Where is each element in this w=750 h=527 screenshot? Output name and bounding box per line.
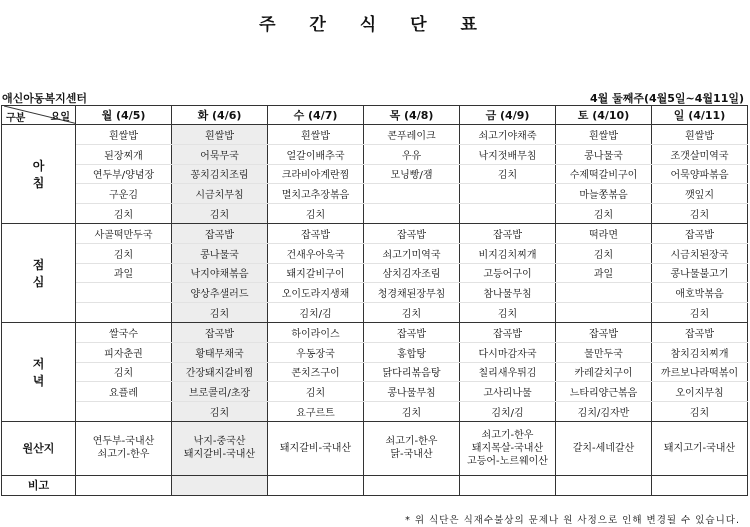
menu-item: 김치: [364, 402, 460, 422]
bigo-cell: [172, 475, 268, 495]
menu-item: 참나물무침: [460, 283, 556, 303]
menu-item: 하이라이스: [268, 322, 364, 342]
footnote: * 위 식단은 식재수불상의 문제나 원 사정으로 인해 변경될 수 있습니다.: [405, 515, 740, 526]
menu-item: [76, 402, 172, 422]
origin-line: 돼지갈비-국내산: [183, 449, 256, 461]
origin-cell: [172, 421, 268, 475]
center-name: 애신아동복지센터: [2, 92, 88, 105]
origin-line: 돼지목살-국내산: [471, 442, 544, 454]
menu-item: 건새우아욱국: [268, 243, 364, 263]
menu-item: 시금치된장국: [652, 243, 748, 263]
meal-row: [2, 243, 748, 263]
menu-item: 시금치무침: [172, 184, 268, 204]
menu-item: 깻잎지: [652, 184, 748, 204]
menu-item: 우동장국: [268, 342, 364, 362]
meal-label: [2, 125, 76, 224]
bigo-cell: [364, 475, 460, 495]
day-header: 금 (4/9): [460, 106, 556, 125]
menu-item: [460, 184, 556, 204]
meal-label: [2, 223, 76, 322]
menu-item: 모닝빵/잼: [364, 164, 460, 184]
meal-row: [2, 223, 748, 243]
meal-row: [2, 125, 748, 145]
meal-label-bottom: 심: [32, 274, 45, 289]
menu-item: 황태무채국: [172, 342, 268, 362]
origin-cell: [364, 421, 460, 475]
bigo-cell: [268, 475, 364, 495]
menu-item: 비지김치찌개: [460, 243, 556, 263]
menu-item: 김치: [460, 303, 556, 323]
menu-item: 연두부/양념장: [76, 164, 172, 184]
meal-label-top: 점: [32, 257, 45, 272]
menu-item: 김치: [556, 243, 652, 263]
menu-item: 수제떡갈비구이: [556, 164, 652, 184]
page-title: 주 간 식 단 표: [259, 15, 491, 35]
menu-item: 흰쌀밥: [652, 125, 748, 145]
menu-item: 꽁치김치조림: [172, 164, 268, 184]
menu-item: 얼갈이배추국: [268, 144, 364, 164]
menu-item: 흰쌀밥: [76, 125, 172, 145]
corner-right-label: 요일: [50, 112, 70, 123]
menu-item: 삼치김자조림: [364, 263, 460, 283]
menu-item: 김치: [172, 303, 268, 323]
menu-item: [460, 204, 556, 224]
menu-item: 어묵양파볶음: [652, 164, 748, 184]
menu-item: 김치: [652, 204, 748, 224]
origin-line: 쇠고기-한우: [97, 449, 150, 461]
menu-item: 김치: [76, 204, 172, 224]
menu-item: 김치: [460, 164, 556, 184]
menu-item: 다시마감자국: [460, 342, 556, 362]
day-header: 토 (4/10): [556, 106, 652, 125]
menu-item: 잡곡밥: [652, 322, 748, 342]
day-header: 월 (4/5): [76, 106, 172, 125]
origin-cell: [652, 421, 748, 475]
bigo-label: 비고: [2, 475, 76, 495]
origin-label: 원산지: [2, 421, 76, 475]
meal-label-top: 저: [32, 356, 45, 371]
corner-left-label: 구분: [6, 113, 26, 124]
menu-item: 쇠고기야채죽: [460, 125, 556, 145]
menu-item: 흰쌀밥: [268, 125, 364, 145]
menu-item: 오이도라지생채: [268, 283, 364, 303]
origin-line: 쇠고기-한우: [385, 436, 438, 448]
menu-item: [76, 303, 172, 323]
menu-item: 양상추샐러드: [172, 283, 268, 303]
menu-item: [364, 204, 460, 224]
menu-item: 김치: [556, 204, 652, 224]
meal-body: [2, 125, 748, 422]
origin-line: 갈치-세네갈산: [572, 442, 635, 454]
menu-item: 잡곡밥: [652, 223, 748, 243]
menu-item: 콩나물무침: [364, 382, 460, 402]
origin-row: [2, 421, 748, 475]
meal-row: [2, 204, 748, 224]
menu-item: 고등어구이: [460, 263, 556, 283]
menu-item: 사골떡만두국: [76, 223, 172, 243]
menu-item: 까르보나라떡볶이: [652, 362, 748, 382]
menu-item: 콩나물불고기: [652, 263, 748, 283]
menu-item: 카레갈치구이: [556, 362, 652, 382]
origin-line: 낙지-중국산: [193, 436, 246, 448]
menu-item: 느타리양근볶음: [556, 382, 652, 402]
meal-label-bottom: 침: [32, 175, 45, 190]
menu-item: 마늘쫑볶음: [556, 184, 652, 204]
menu-item: 물만두국: [556, 342, 652, 362]
menu-item: 잡곡밥: [460, 322, 556, 342]
menu-item: 돼지갈비구이: [268, 263, 364, 283]
origin-line: 고등어-노르웨이산: [467, 455, 548, 467]
menu-item: 우유: [364, 144, 460, 164]
menu-item: 콘푸레이크: [364, 125, 460, 145]
menu-item: 김치: [76, 243, 172, 263]
meal-row: [2, 144, 748, 164]
menu-item: 김치: [268, 382, 364, 402]
menu-item: 피자춘권: [76, 342, 172, 362]
menu-item: 잡곡밥: [460, 223, 556, 243]
menu-item: 애호박볶음: [652, 283, 748, 303]
origin-line: 닭-국내산: [390, 449, 433, 461]
origin-line: 돼지갈비-국내산: [279, 442, 352, 454]
menu-item: 잡곡밥: [268, 223, 364, 243]
meal-row: [2, 342, 748, 362]
menu-item: 김치: [172, 402, 268, 422]
menu-item: 요플레: [76, 382, 172, 402]
menu-item: 잡곡밥: [172, 223, 268, 243]
menu-item: [556, 283, 652, 303]
menu-item: [556, 303, 652, 323]
menu-item: 잡곡밥: [172, 322, 268, 342]
menu-item: 낙지야채볶음: [172, 263, 268, 283]
menu-item: 청경채된장무침: [364, 283, 460, 303]
menu-item: 고사리나물: [460, 382, 556, 402]
meal-label-bottom: 녁: [32, 373, 45, 388]
meal-row: [2, 402, 748, 422]
header-row: [2, 106, 748, 125]
menu-item: 떡라면: [556, 223, 652, 243]
menu-item: 어묵무국: [172, 144, 268, 164]
weekly-menu-table: [1, 105, 748, 496]
origin-cell: [268, 421, 364, 475]
menu-item: 김치: [172, 204, 268, 224]
menu-item: 잡곡밥: [364, 322, 460, 342]
menu-item: 김치: [364, 303, 460, 323]
meal-row: [2, 283, 748, 303]
bigo-row: [2, 475, 748, 495]
menu-item: 잡곡밥: [556, 322, 652, 342]
meal-label-top: 아: [32, 158, 45, 173]
meal-row: [2, 164, 748, 184]
menu-item: 잡곡밥: [364, 223, 460, 243]
origin-cell: [556, 421, 652, 475]
origin-line: 돼지고기-국내산: [663, 442, 736, 454]
menu-item: 간장돼지갈비찜: [172, 362, 268, 382]
menu-item: 쌀국수: [76, 322, 172, 342]
bigo-cell: [460, 475, 556, 495]
origin-line: 연두부-국내산: [92, 436, 155, 448]
menu-item: [76, 283, 172, 303]
menu-item: 오이지무침: [652, 382, 748, 402]
menu-item: 홍합탕: [364, 342, 460, 362]
origin-cell: [460, 421, 556, 475]
menu-item: 크라비아계란찜: [268, 164, 364, 184]
menu-item: 요구르트: [268, 402, 364, 422]
menu-item: 흰쌀밥: [172, 125, 268, 145]
menu-item: 과일: [556, 263, 652, 283]
corner-cell: [2, 106, 76, 125]
menu-item: 참치김치찌개: [652, 342, 748, 362]
menu-item: 콩나물국: [556, 144, 652, 164]
menu-item: 김치: [652, 402, 748, 422]
menu-item: 과일: [76, 263, 172, 283]
origin-line: 쇠고기-한우: [481, 429, 534, 441]
menu-item: 멸치고추장볶음: [268, 184, 364, 204]
week-label: 4월 둘째주(4월5일~4월11일): [589, 92, 744, 105]
menu-item: 김치/김: [268, 303, 364, 323]
meal-label: [2, 322, 76, 421]
menu-item: 김치: [268, 204, 364, 224]
menu-item: 낙지젓배무침: [460, 144, 556, 164]
menu-item: 칠리새우튀김: [460, 362, 556, 382]
meal-row: [2, 263, 748, 283]
menu-item: 쇠고기미역국: [364, 243, 460, 263]
menu-item: 구운김: [76, 184, 172, 204]
menu-item: [364, 184, 460, 204]
day-header: 수 (4/7): [268, 106, 364, 125]
menu-item: 된장찌개: [76, 144, 172, 164]
menu-item: 조갯살미역국: [652, 144, 748, 164]
day-header: 화 (4/6): [172, 106, 268, 125]
menu-item: 콘치즈구이: [268, 362, 364, 382]
menu-item: 김치/김자반: [556, 402, 652, 422]
origin-cell: [76, 421, 172, 475]
bigo-cell: [76, 475, 172, 495]
meal-row: [2, 184, 748, 204]
menu-item: 브로콜리/초장: [172, 382, 268, 402]
menu-item: 김치/김: [460, 402, 556, 422]
bigo-cell: [556, 475, 652, 495]
menu-item: 흰쌀밥: [556, 125, 652, 145]
meal-row: [2, 322, 748, 342]
menu-item: 김치: [76, 362, 172, 382]
day-header: 목 (4/8): [364, 106, 460, 125]
menu-item: 닭다리볶음탕: [364, 362, 460, 382]
menu-item: 김치: [652, 303, 748, 323]
bigo-cell: [652, 475, 748, 495]
meal-row: [2, 303, 748, 323]
meal-row: [2, 362, 748, 382]
menu-item: 콩나물국: [172, 243, 268, 263]
meal-row: [2, 382, 748, 402]
day-header: 일 (4/11): [652, 106, 748, 125]
